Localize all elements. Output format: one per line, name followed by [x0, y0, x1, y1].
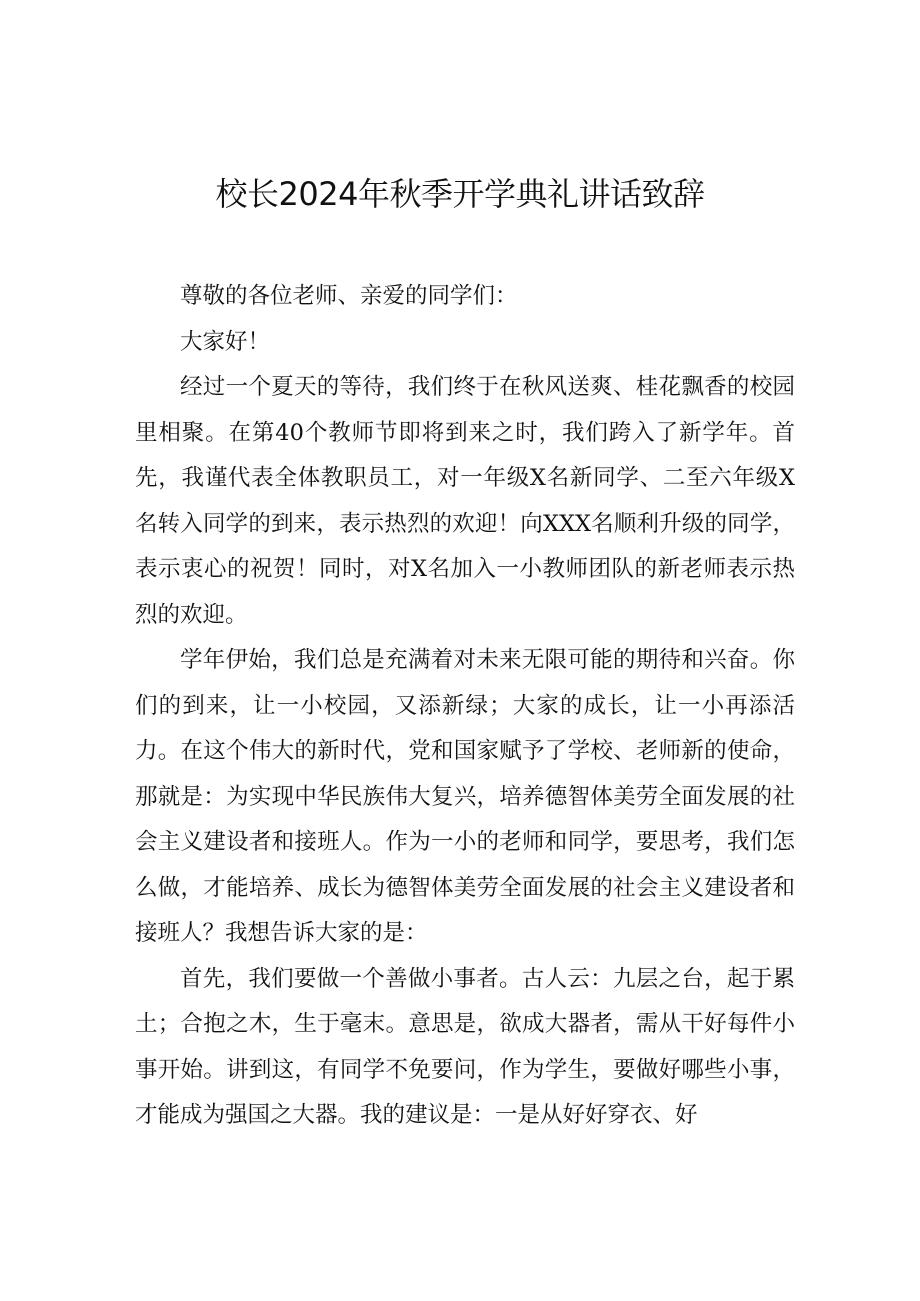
greeting: 大家好！ — [180, 328, 271, 355]
paragraph-small-things: 首先，我们要做一个善做小事者。古人云：九层之台，起于累土；合抱之木，生于毫末。意思是，欲成大器者，需从干好每件小事开始。讲到这，有同学不免要问，作为学生，要做好哪些小事，才能成为强国之大器。我的建议是：一是从好好穿衣、好 — [135, 965, 795, 1128]
paragraph-welcome: 经过一个夏天的等待，我们终于在秋风送爽、桂花飘香的校园里相聚。在第40个教师节即将到来之时，我们跨入了新学年。首先，我谨代表全体教职员工，对一年级X名新同学、二至六年级X名转入同学的到来，表示热烈的欢迎！向XXX名顺利升级的同学，表示衷心的祝贺！同时，对X名加入一小教师团队的新老师表示热烈的欢迎。 — [135, 374, 795, 628]
document-body — [135, 274, 795, 1139]
paragraph-mission: 学年伊始，我们总是充满着对未来无限可能的期待和兴奋。你们的到来，让一小校园，又添新绿；大家的成长，让一小再添活力。在这个伟大的新时代，党和国家赋予了学校、老师新的使命，那就是：为实现中华民族伟大复兴，培养德智体美劳全面发展的社会主义建设者和接班人。作为一小的老师和同学，要思考，我们怎么做，才能培养、成长为德智体美劳全面发展的社会主义建设者和接班人？我想告诉大家的是： — [135, 647, 795, 946]
document-title: 校长2024年秋季开学典礼讲话致辞 — [215, 175, 705, 213]
salutation: 尊敬的各位老师、亲爱的同学们： — [180, 283, 518, 309]
